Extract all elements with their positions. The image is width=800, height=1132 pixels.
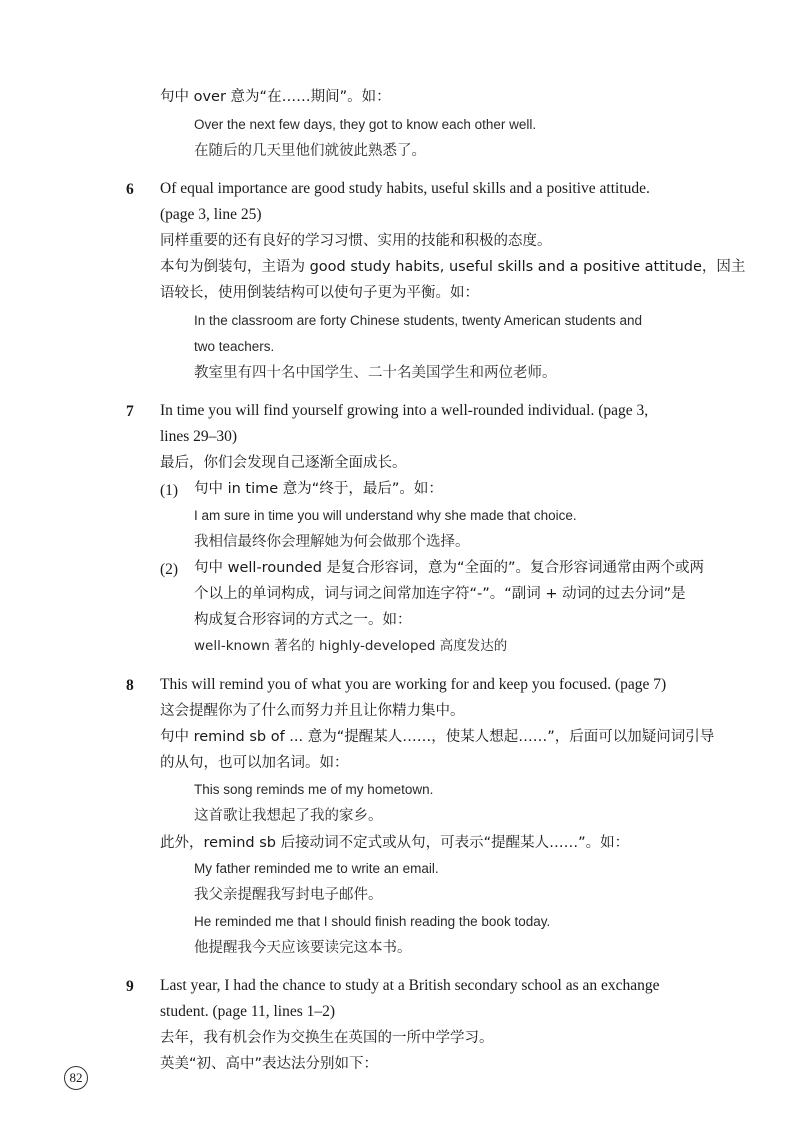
- text-line: 句中 in time 意为“终于，最后”。如：: [194, 481, 443, 497]
- item-number: 9: [126, 978, 134, 995]
- text-line: Of equal importance are good study habits, useful skills and a positive attitude.: [160, 180, 650, 197]
- example-translation: 我父亲提醒我写封电子邮件。: [194, 887, 383, 903]
- text-line: 句中 over 意为“在……期间”。如：: [160, 89, 391, 105]
- example-sentence: two teachers.: [194, 339, 275, 354]
- example-translation: 这首歌让我想起了我的家乡。: [194, 808, 383, 824]
- text-line: student. (page 11, lines 1–2): [160, 1003, 336, 1020]
- text-line: 个以上的单词构成，词与词之间常加连字符“-”。“副词 + 动词的过去分词”是: [194, 586, 686, 602]
- example-phrases: well-known 著名的 highly-developed 高度发达的: [194, 638, 508, 654]
- text-line: In time you will find yourself growing into a well-rounded individual. (page 3,: [160, 402, 649, 419]
- text-line: 去年，我有机会作为交换生在英国的一所中学学习。: [160, 1030, 494, 1046]
- text-line: 本句为倒装句，主语为 good study habits, useful skills and a positive attitude，因主: [160, 259, 746, 275]
- text-line: 语较长，使用倒装结构可以使句子更为平衡。如：: [160, 285, 479, 301]
- text-line: 同样重要的还有良好的学习习惯、实用的技能和积极的态度。: [160, 233, 552, 249]
- item-number: 7: [126, 403, 134, 420]
- text-line: lines 29–30): [160, 428, 238, 445]
- example-translation: 教室里有四十名中国学生、二十名美国学生和两位老师。: [194, 365, 557, 381]
- text-line: 这会提醒你为了什么而努力并且让你精力集中。: [160, 703, 465, 719]
- example-sentence: In the classroom are forty Chinese students, twenty American students and: [194, 313, 642, 328]
- text-line: 句中 well-rounded 是复合形容词，意为“全面的”。复合形容词通常由两个或两: [194, 560, 705, 576]
- item-number: 6: [126, 181, 134, 198]
- text-line: 最后，你们会发现自己逐渐全面成长。: [160, 455, 407, 471]
- text-line: (page 3, line 25): [160, 206, 262, 223]
- text-line: 构成复合形容词的方式之一。如：: [194, 612, 412, 628]
- example-sentence: He reminded me that I should finish reading the book today.: [194, 914, 551, 929]
- page-number: 82: [64, 1066, 88, 1090]
- text-line: This will remind you of what you are working for and keep you focused. (page 7): [160, 676, 667, 693]
- example-sentence: This song reminds me of my hometown.: [194, 782, 434, 797]
- sub-item-number: (1): [160, 482, 179, 499]
- text-line: 英美“初、高中”表达法分别如下：: [160, 1056, 379, 1072]
- text-line: 此外，remind sb 后接动词不定式或从句，可表示“提醒某人……”。如：: [160, 835, 630, 851]
- sub-item-number: (2): [160, 561, 179, 578]
- text-line: 句中 remind sb of ... 意为“提醒某人……，使某人想起……”，后面可以加疑问词引导: [160, 729, 715, 745]
- example-sentence: Over the next few days, they got to know each other well.: [194, 117, 537, 132]
- example-sentence: I am sure in time you will understand why she made that choice.: [194, 508, 577, 523]
- example-translation: 我相信最终你会理解她为何会做那个选择。: [194, 534, 470, 550]
- text-line: 的从句，也可以加名词。如：: [160, 755, 349, 771]
- example-sentence: My father reminded me to write an email.: [194, 861, 439, 876]
- example-translation: 在随后的几天里他们就彼此熟悉了。: [194, 143, 426, 159]
- item-number: 8: [126, 677, 134, 694]
- example-translation: 他提醒我今天应该要读完这本书。: [194, 940, 412, 956]
- text-line: Last year, I had the chance to study at a British secondary school as an exchange: [160, 977, 660, 994]
